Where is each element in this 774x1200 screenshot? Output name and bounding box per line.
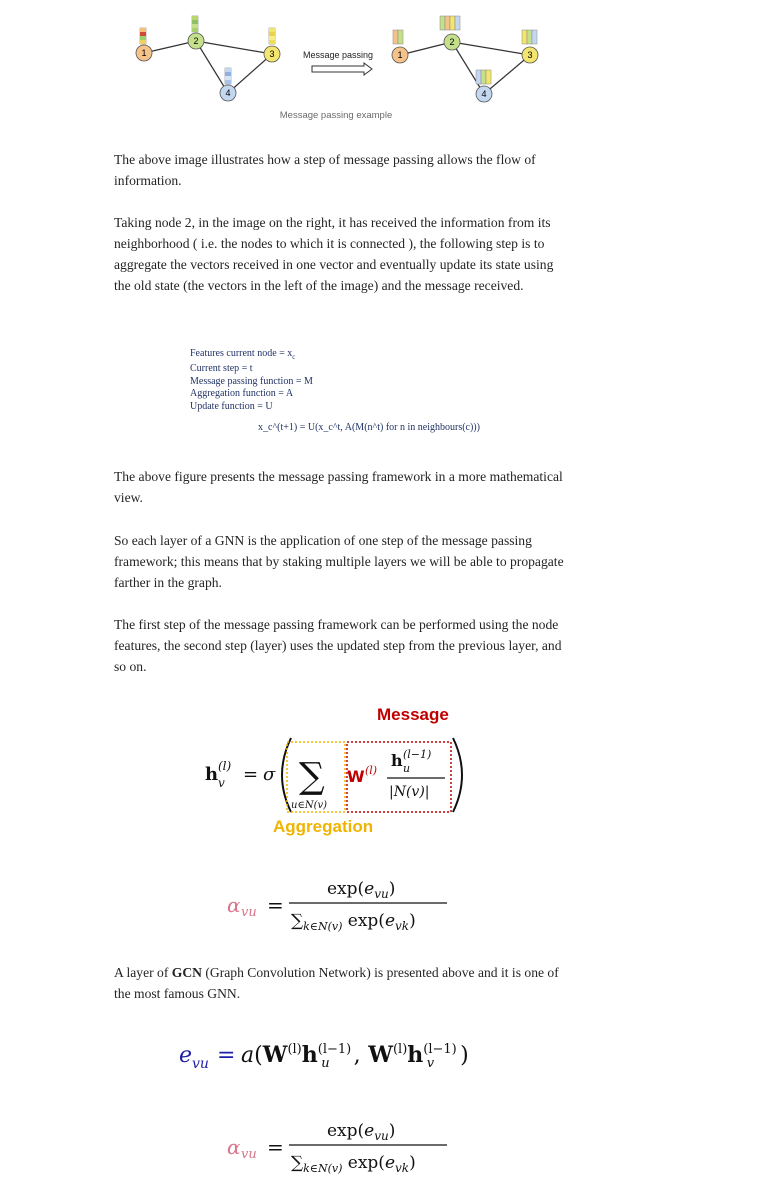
right-node-4-label: 4 <box>481 89 487 99</box>
svg-text:∑k∈N(v) exp(evk): $\sum_{k\in N(v)}$ $\exp(e_{vk})$ <box>291 1153 416 1175</box>
figure-caption: Message passing example <box>279 110 393 121</box>
svg-text:v: v <box>218 776 225 790</box>
paragraph-5: The first step of the message passing framework can be performed using the node features, the second step (layer) uses the updated step from the previous layer, and so on. <box>114 617 562 674</box>
svg-text:W: W <box>347 767 365 786</box>
r-edge-2-4 <box>452 42 484 94</box>
alpha-formula-2 <box>225 1112 465 1178</box>
r-edge-2-3 <box>452 42 530 55</box>
svg-text:|N(v)|: |N(v)| <box>389 784 430 800</box>
paragraph-3: The above figure presents the message passing framework in a more mathematical view. <box>114 469 563 505</box>
aggregation-label: Aggregation <box>273 817 374 836</box>
message-label: Message <box>377 705 449 724</box>
svg-text:α: α <box>227 1135 241 1159</box>
svg-text:u∈N(v): u∈N(v) <box>291 800 328 811</box>
definition-line-2: Current step = t <box>190 363 253 375</box>
definition-line-3: Message passing function = M <box>190 375 313 387</box>
svg-text:e: e <box>179 1043 193 1068</box>
svg-text:α: α <box>227 893 241 917</box>
edge-3-4 <box>228 54 272 93</box>
right-node-3-label: 3 <box>527 50 533 60</box>
right-graph-edges <box>400 42 533 94</box>
svg-text:=: = <box>267 893 284 917</box>
svg-text:σ: σ <box>263 764 276 785</box>
gcn-formula-svg <box>195 730 495 825</box>
svg-text:h: h <box>205 764 219 785</box>
svg-text:vu: vu <box>241 905 257 920</box>
gcn-formula <box>195 705 495 845</box>
svg-text:=: = <box>267 1135 284 1159</box>
left-node-4-label: 4 <box>225 88 231 98</box>
arrow-icon <box>312 63 372 75</box>
paragraph-4: So each layer of a GNN is the application of one step of the message passing framework; this means that by staking multiple layers we will be able to propagate farther in the graph. <box>114 533 564 590</box>
paragraph-2: Taking node 2, in the image on the right, it has received the information from its neighborhood ( i.e. the nodes to which it is connected ), the following step is to aggregate the vectors received in one vector and eventually update its state using the old state (the vectors in the left of the image) and the message received. <box>114 215 554 293</box>
svg-text:=: = <box>217 1043 236 1068</box>
left-node-2-label: 2 <box>193 36 199 46</box>
svg-text:∑: ∑ <box>299 756 325 797</box>
message-passing-diagram <box>120 8 560 108</box>
right-node-2-label: 2 <box>449 37 455 47</box>
left-node-3-label: 3 <box>269 49 275 59</box>
svg-text:=: = <box>243 764 259 785</box>
left-node-1-label: 1 <box>141 48 147 58</box>
definitions-block <box>190 348 313 413</box>
svg-text:a(W(l)h(l−1)u, W(l)h(l−1)v): $a(W^{(l)}h^{(l-1)}$ u , $W^{(l)}h^{(l-1)}$ v ) <box>241 1042 469 1071</box>
svg-text:vu: vu <box>241 1147 257 1162</box>
left-graph-edges <box>144 41 275 93</box>
alpha-formula-1 <box>225 870 465 936</box>
svg-text:h: h <box>391 751 403 770</box>
definition-line-4: Aggregation function = A <box>190 388 294 400</box>
update-equation: x_c^(t+1) = U(x_c^t, A(M(n^t) for n in neighbours(c))) <box>258 422 480 433</box>
paragraph-6: A layer of GCN (Graph Convolution Network) is presented above and it is one of the most famous GNN. <box>114 965 559 1001</box>
svg-text:(l): (l) <box>365 764 378 777</box>
left-feature-vectors <box>140 16 275 84</box>
evu-formula <box>175 1030 505 1078</box>
svg-text:(l): (l) <box>218 759 232 773</box>
definition-line-1: Features current node = $x_c$ <box>190 348 296 361</box>
edge-2-4 <box>196 41 228 93</box>
definition-line-5: Update function = U <box>190 400 273 412</box>
svg-text:vu: vu <box>192 1056 209 1072</box>
arrow-label: Message passing <box>302 50 374 60</box>
svg-text:exp(evu): $\exp(e_{vu})$ <box>327 1121 396 1143</box>
svg-text:∑k∈N(v) exp(evk): $\sum_{k\in N(v)}$ $\exp(e_{vk})$ <box>291 911 416 933</box>
paragraph-1: The above image illustrates how a step of message passing allows the flow of information. <box>114 152 536 188</box>
svg-text:(l−1): (l−1) <box>403 748 432 761</box>
message-passing-figure <box>120 8 560 108</box>
svg-text:u: u <box>403 762 411 775</box>
svg-text:exp(evu): $\exp(e_{vu})$ <box>327 879 396 901</box>
right-node-1-label: 1 <box>397 50 403 60</box>
edge-2-3 <box>196 41 272 54</box>
right-feature-vectors <box>393 16 537 84</box>
